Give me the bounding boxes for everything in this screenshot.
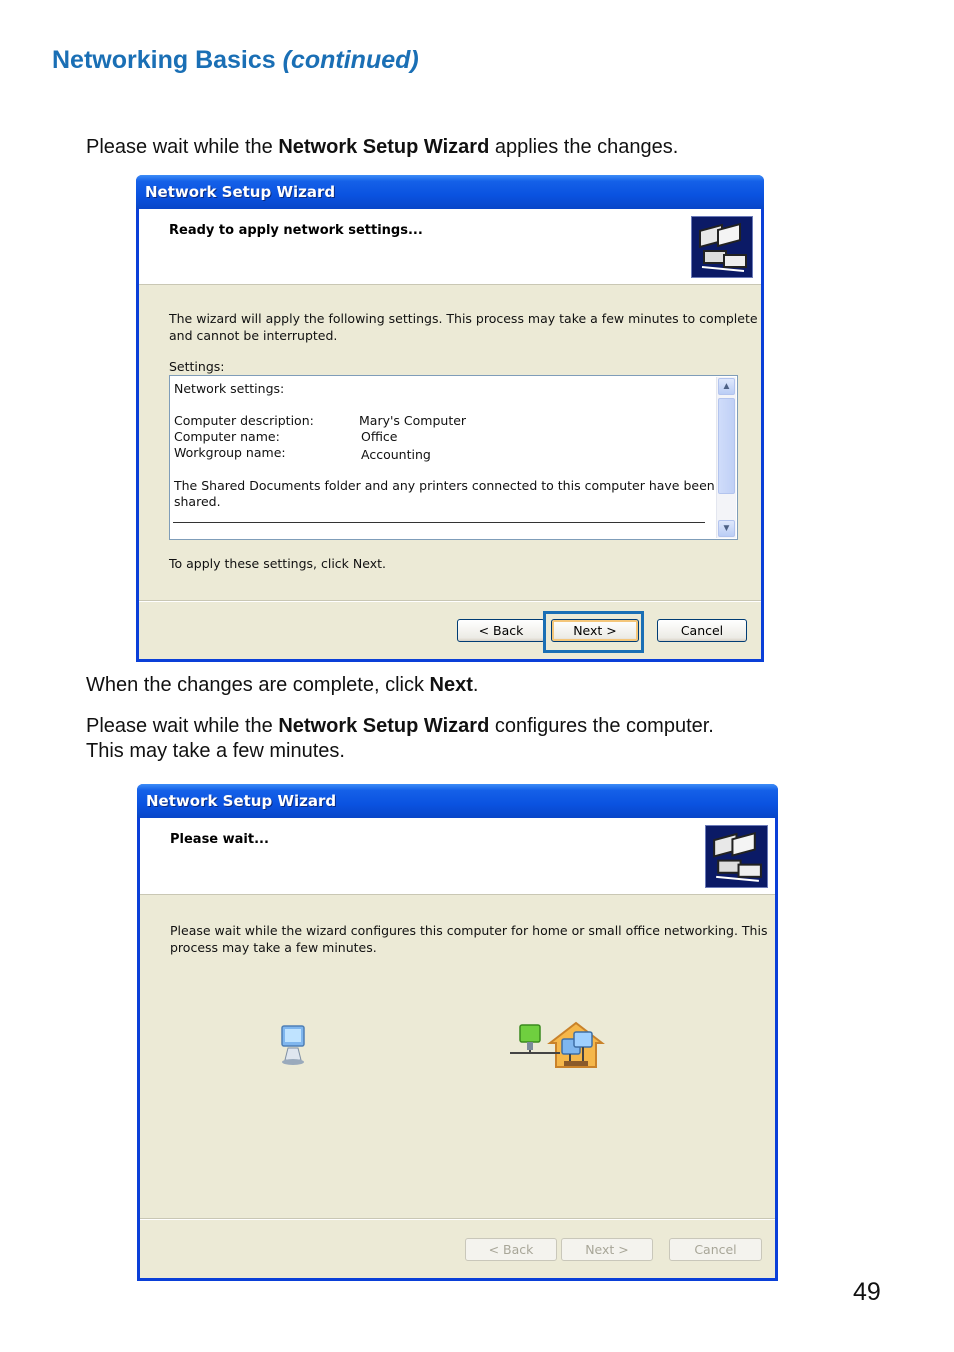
wizard-title-bar[interactable]: Network Setup Wizard [136, 175, 764, 209]
wizard2-body-line1: Please wait while the wizard configures this computer for home or small office networking. This [170, 923, 768, 938]
settings-label: Settings: [169, 359, 225, 374]
para3-text: Please wait while the [86, 715, 279, 737]
paragraph-click-next [86, 673, 478, 698]
computer-name-label: Computer name: [174, 429, 280, 444]
wizard-header-band [139, 209, 761, 285]
para1-bold: Network Setup Wizard [278, 136, 490, 158]
para2-bold: Next [429, 674, 473, 696]
settings-scrollbar[interactable] [716, 377, 736, 538]
scroll-thumb[interactable] [718, 398, 735, 494]
home-network-icon [510, 1017, 606, 1076]
wizard-window-wait [137, 784, 778, 1281]
network-settings-heading: Network settings: [174, 381, 285, 396]
computer-description-label: Computer description: [174, 413, 314, 428]
wizard-window-apply [136, 175, 764, 662]
wizard2-footer-separator [140, 1218, 775, 1220]
wizard2-body-line2: process may take a few minutes. [170, 940, 377, 955]
cancel-button[interactable]: Cancel [669, 1238, 762, 1261]
heading-italic: (continued) [282, 46, 419, 74]
cancel-button[interactable]: Cancel [657, 619, 747, 642]
page-number: 49 [853, 1278, 881, 1306]
para3-text-end: configures the computer. [489, 715, 714, 737]
wizard-intro-line1: The wizard will apply the following settings. This process may take a few minutes to complete [169, 311, 758, 326]
heading-main: Networking Basics [52, 46, 276, 74]
computer-description-value: Mary's Computer [359, 413, 467, 428]
network-wizard-icon [691, 216, 753, 278]
para1-text: Please wait while the [86, 136, 279, 158]
wizard2-title-bar[interactable]: Network Setup Wizard [137, 784, 778, 818]
wizard2-header-title: Please wait... [170, 832, 269, 847]
wizard-footer-separator [139, 600, 761, 602]
paragraph-applies-changes [86, 135, 678, 160]
wizard-header-title: Ready to apply network settings... [169, 223, 423, 238]
page-heading [52, 46, 419, 75]
wizard2-header-band [140, 818, 775, 895]
wizard-intro-line2: and cannot be interrupted. [169, 328, 338, 343]
workgroup-name-label: Workgroup name: [174, 445, 286, 460]
back-button[interactable]: < Back [465, 1238, 557, 1261]
next-button[interactable]: Next > [551, 619, 639, 642]
paragraph-configures [86, 714, 714, 764]
settings-list-box[interactable] [169, 375, 738, 540]
next-button[interactable]: Next > [561, 1238, 653, 1261]
apply-instruction: To apply these settings, click Next. [169, 556, 386, 571]
computer-icon [279, 1024, 309, 1071]
next-button-highlight [543, 611, 644, 653]
scroll-up-icon[interactable]: ▲ [718, 378, 735, 395]
workgroup-name-value: Accounting [361, 447, 431, 462]
network-wizard-icon [705, 825, 768, 888]
shared-documents-line2: shared. [174, 494, 221, 509]
back-button[interactable]: < Back [457, 619, 545, 642]
scroll-down-icon[interactable]: ▼ [718, 520, 735, 537]
para2-text-end: . [472, 674, 479, 696]
para2-text: When the changes are complete, click [86, 674, 430, 696]
para3-line2: This may take a few minutes. [86, 740, 345, 762]
computer-name-value: Office [361, 429, 398, 444]
shared-documents-line1: The Shared Documents folder and any printers connected to this computer have been [174, 478, 715, 493]
para3-bold: Network Setup Wizard [278, 715, 490, 737]
settings-divider [173, 522, 705, 523]
para1-text-end: applies the changes. [489, 136, 679, 158]
